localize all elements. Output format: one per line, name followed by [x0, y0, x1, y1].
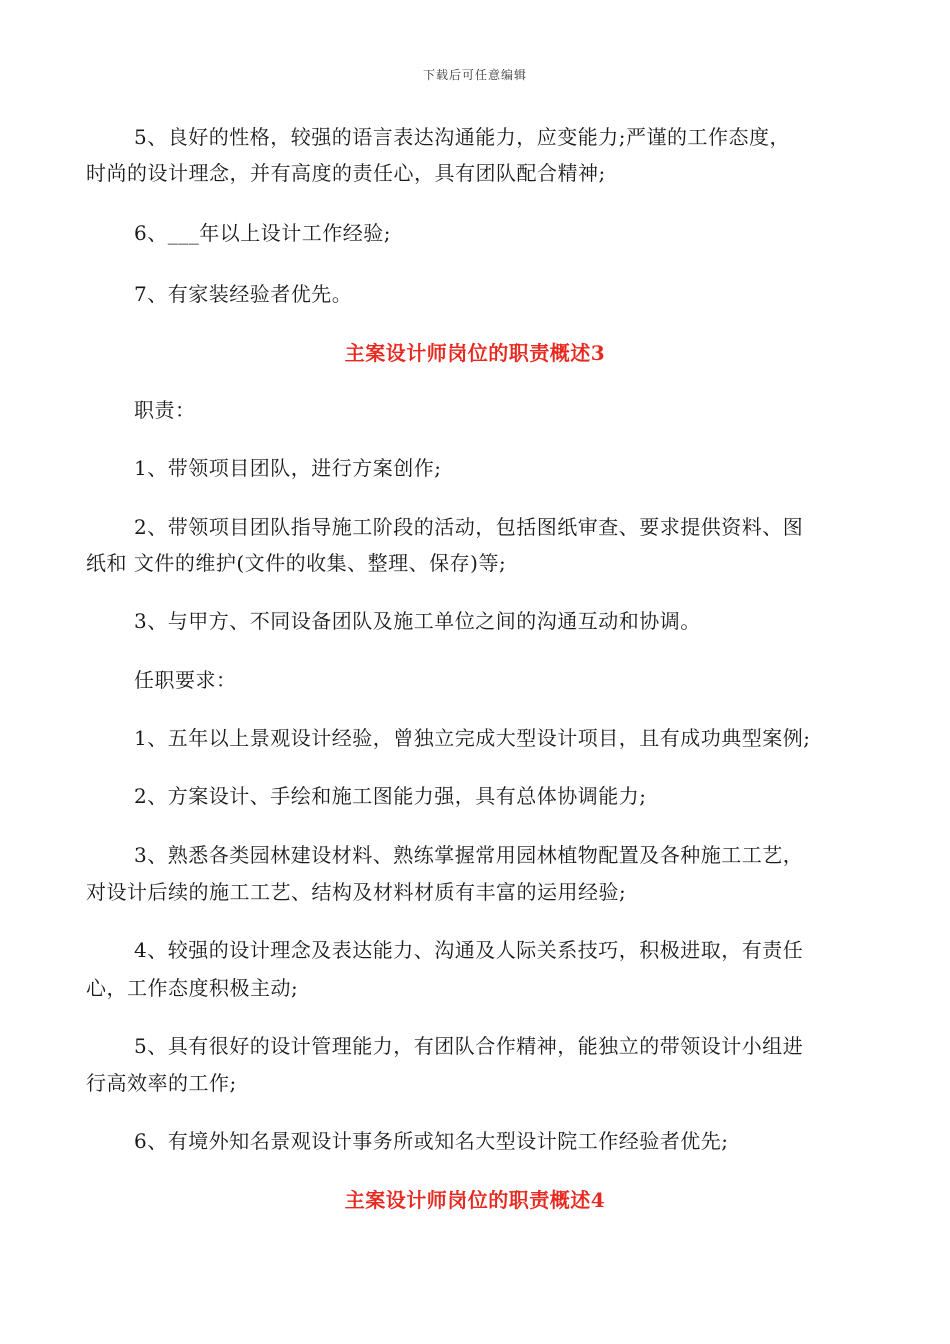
requirement-1: 1、五年以上景观设计经验，曾独立完成大型设计项目，且有成功典型案例; — [134, 726, 811, 750]
duty-1: 1、带领项目团队，进行方案创作; — [134, 456, 442, 480]
paragraph-5-line-1: 5、良好的性格，较强的语言表达沟通能力，应变能力;严谨的工作态度， — [134, 125, 790, 149]
paragraph-7: 7、有家装经验者优先。 — [134, 282, 353, 306]
requirement-2: 2、方案设计、手绘和施工图能力强，具有总体协调能力; — [134, 784, 647, 808]
requirement-6: 6、有境外知名景观设计事务所或知名大型设计院工作经验者优先; — [134, 1129, 729, 1153]
duty-2-line-2: 纸和 文件的维护(文件的收集、整理、保存)等; — [86, 551, 507, 575]
requirements-label: 任职要求： — [134, 668, 237, 692]
duties-label: 职责： — [134, 398, 196, 422]
paragraph-5-line-2: 时尚的设计理念，并有高度的责任心，具有团队配合精神; — [86, 161, 606, 185]
duty-2-line-1: 2、带领项目团队指导施工阶段的活动，包括图纸审查、要求提供资料、图 — [134, 515, 804, 539]
paragraph-6: 6、___年以上设计工作经验; — [134, 221, 391, 245]
duty-3: 3、与甲方、不同设备团队及施工单位之间的沟通互动和协调。 — [134, 609, 701, 633]
section-4-heading: 主案设计师岗位的职责概述4 — [344, 1188, 606, 1212]
header-note: 下载后可任意编辑 — [422, 68, 527, 82]
requirement-3-line-2: 对设计后续的施工工艺、结构及材料材质有丰富的运用经验; — [86, 880, 627, 904]
requirement-3-line-1: 3、熟悉各类园林建设材料、熟练掌握常用园林植物配置及各种施工工艺， — [134, 843, 804, 867]
requirement-5-line-2: 行高效率的工作; — [86, 1071, 237, 1095]
requirement-4-line-2: 心，工作态度积极主动; — [86, 976, 299, 1000]
section-3-heading: 主案设计师岗位的职责概述3 — [344, 341, 606, 365]
requirement-4-line-1: 4、较强的设计理念及表达能力、沟通及人际关系技巧，积极进取，有责任 — [134, 938, 804, 962]
requirement-5-line-1: 5、具有很好的设计管理能力，有团队合作精神，能独立的带领设计小组进 — [134, 1034, 804, 1058]
